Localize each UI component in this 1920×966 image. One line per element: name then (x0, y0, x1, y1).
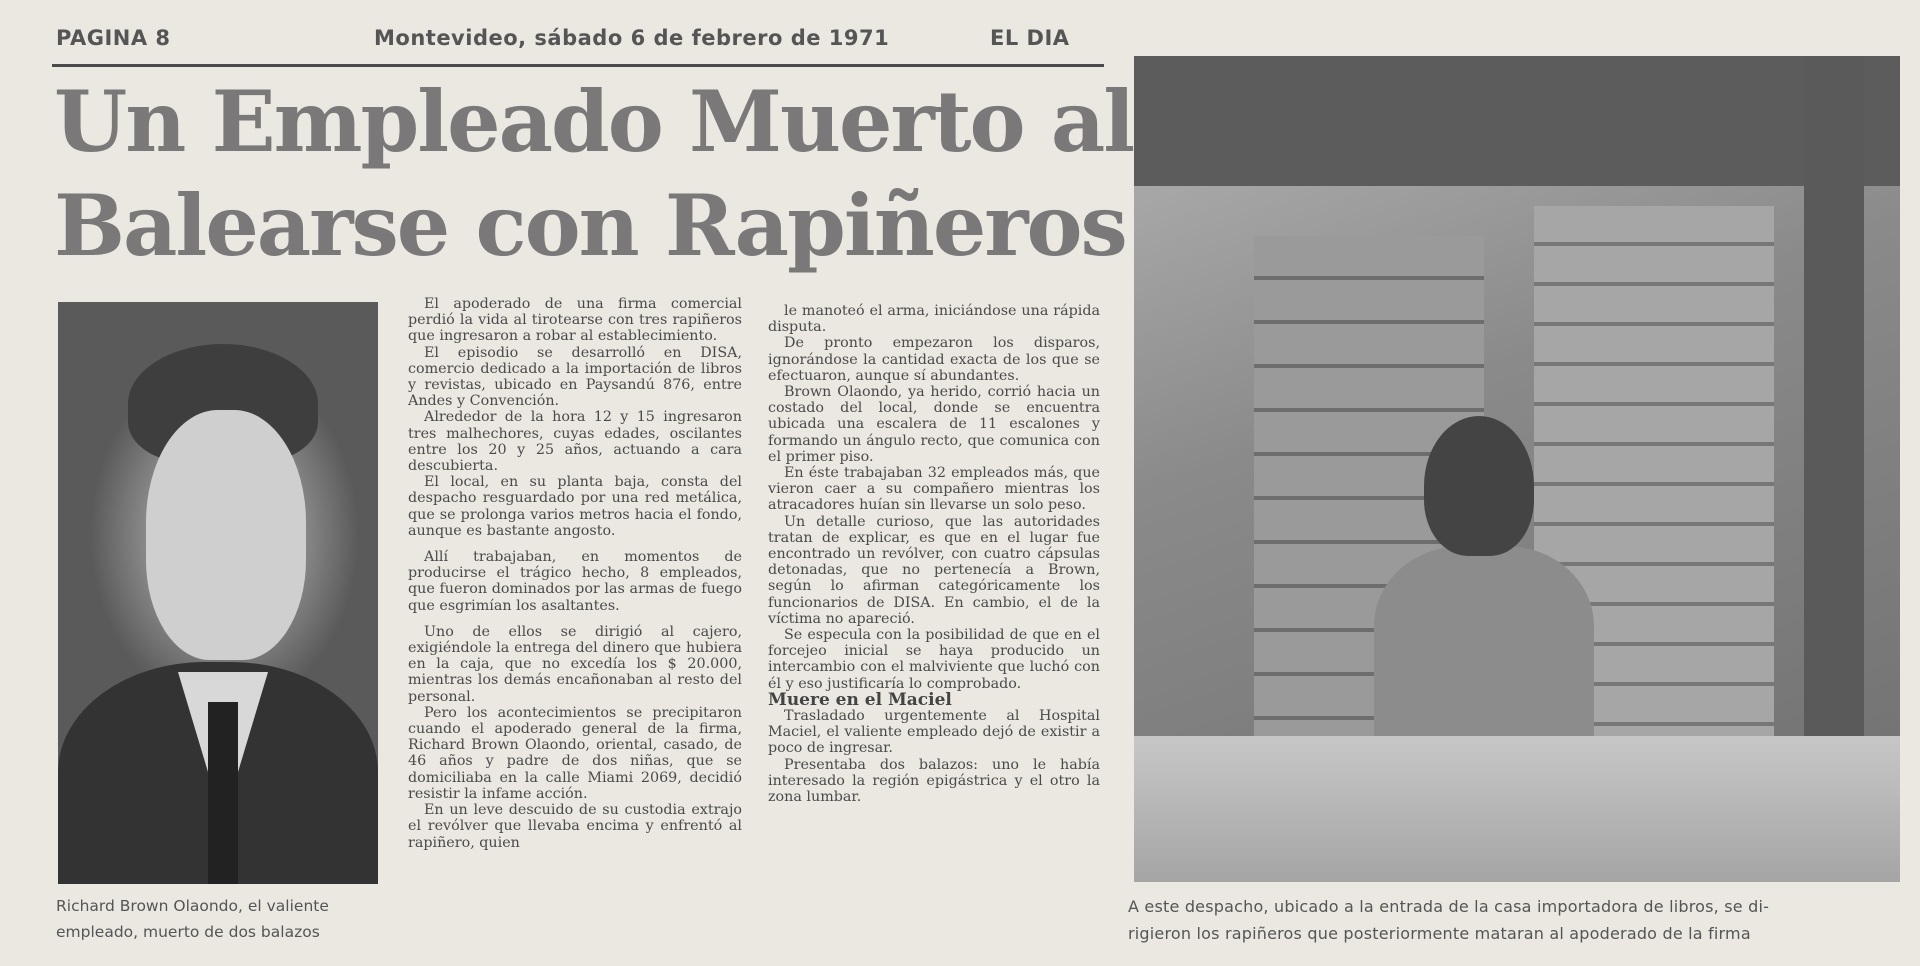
paragraph: Uno de ellos se dirigió al cajero, exigiéndole la entrega del dinero que hubiera en la caja, que no excedía los $ 20.000, mientras los demás encañonaban al resto del personal. (408, 623, 742, 705)
headline (54, 70, 1134, 278)
dateline: Montevideo, sábado 6 de febrero de 1971 (374, 26, 890, 50)
paragraph: Un detalle curioso, que las autoridades tratan de explicar, es que en el lugar fue encontrado un revólver, con cuatro cápsulas detonadas, que no pertenecía a Brown, según lo afirman categóricamente los funcionarios de DISA. En cambio, el de la víctima no apareció. (768, 513, 1100, 627)
newspaper-name: EL DIA (990, 26, 1070, 50)
paragraph: El local, en su planta baja, consta del despacho resguardado por una red metálica, que se prolonga varios metros hacia el fondo, aunque es bastante angosto. (408, 474, 742, 539)
store-photo-caption: A este despacho, ubicado a la entrada de la casa importadora de libros, se di- rigieron los rapiñeros que posteriormente mataran al apoderado de la firma (1128, 897, 1770, 943)
article-column-3 (768, 303, 1100, 943)
paragraph: En un leve descuido de su custodia extrajo el revólver que llevaba encima y enfrentó al rapiñero, quien (408, 802, 742, 851)
paragraph: En éste trabajaban 32 empleados más, que vieron caer a su compañero mientras los atracadores huían sin llevarse un solo peso. (768, 465, 1100, 514)
paragraph: El episodio se desarrolló en DISA, comercio dedicado a la importación de libros y revistas, ubicado en Paysandú 876, entre Andes y Convención. (408, 344, 742, 410)
paragraph: Trasladado urgentemente al Hospital Maciel, el valiente empleado dejó de existir a poco de ingresar. (768, 708, 1100, 757)
paragraph: El apoderado de una firma comercial perdió la vida al tirotearse con tres rapiñeros que ingresaron a robar al establecimiento. (408, 296, 742, 345)
subheading: Muere en el Maciel (768, 689, 952, 710)
paragraph: le manoteó el arma, iniciándose una rápida disputa. (768, 303, 1100, 336)
portrait-caption: Richard Brown Olaondo, el valiente empleado, muerto de dos balazos (56, 897, 329, 941)
paragraph: Pero los acontecimientos se precipitaron cuando el apoderado general de la firma, Richard Brown Olaondo, oriental, casado, de 46 años y padre de dos niñas, que se domiciliaba en la calle Miami 2069, decidió resistir la infame acción. (408, 704, 742, 802)
paragraph: Allí trabajaban, en momentos de producirse el trágico hecho, 8 empleados, que fueron dominados por las armas de fuego que esgrimían los asaltantes. (408, 549, 742, 614)
paragraph: Se especula con la posibilidad de que en el forcejeo inicial se haya producido un intercambio con el malviviente que luchó con él y eso justificaría lo comprobado. (768, 627, 1100, 692)
paragraph: De pronto empezaron los disparos, ignorándose la cantidad exacta de los que se efectuaron, aunque sí abundantes. (768, 335, 1100, 384)
page-number: PAGINA 8 (56, 26, 171, 50)
header-rule (52, 64, 1104, 67)
headline-line-2: Balearse con Rapiñeros (54, 176, 1126, 275)
store-photo (1134, 56, 1900, 882)
paragraph: Presentaba dos balazos: uno le había interesado la región epigástrica y el otro la zona lumbar. (768, 756, 1100, 806)
paragraph: Brown Olaondo, ya herido, corrió hacia un costado del local, donde se encuentra ubicada una escalera de 11 escalones y formando un ángulo recto, que comunica con el primer piso. (768, 384, 1100, 465)
paragraph: Alrededor de la hora 12 y 15 ingresaron tres malhechores, cuyas edades, oscilantes entre los 20 y 25 años, actuando a cara descubierta. (408, 409, 742, 475)
headline-line-1: Un Empleado Muerto al (54, 72, 1134, 171)
portrait-photo (58, 302, 378, 884)
article-column-2 (408, 296, 742, 936)
